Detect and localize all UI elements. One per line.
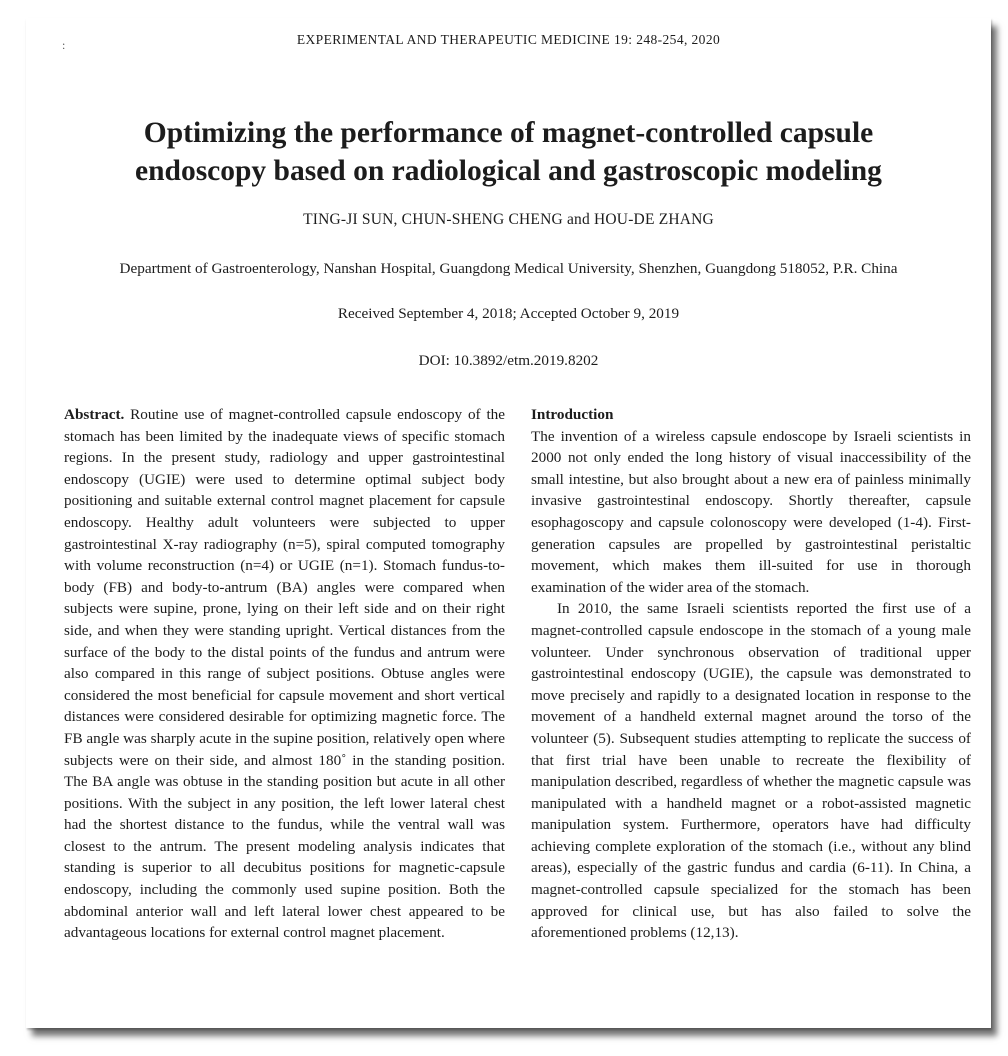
abstract-paragraph <box>64 404 505 944</box>
paper-page <box>26 18 991 1028</box>
received-accepted-dates: Received September 4, 2018; Accepted October 9, 2019 <box>337 305 680 322</box>
doi: DOI: 10.3892/etm.2019.8202 <box>418 352 599 369</box>
introduction-column <box>531 404 971 944</box>
affiliation: Department of Gastroenterology, Nanshan Hospital, Guangdong Medical University, Shenzhen, Guangdong 518052, P.R. China <box>119 260 898 277</box>
introduction-paragraph-2: In 2010, the same Israeli scientists reported the first use of a magnet-controlled capsule endoscope in the stomach of a young male volunteer. Under synchronous observation of traditional upper gastrointestinal endoscopy (UGIE), the capsule was demonstrated to move precisely and rapidly to a designated location in response to the movement of a handheld external magnet around the torso of the volunteer (5). Subsequent studies attempting to replicate the success of that first trial have been unable to recreate the flexibility of manipulation described, regardless of whether the magnetic capsule was manipulated with a handheld magnet or a robot-assisted magnetic manipulation system. Furthermore, operators have had difficulty achieving complete exploration of the stomach (i.e., without any blind areas), especially of the gastric fundus and cardia (6-11). In China, a magnet-controlled capsule specialized for the stomach has been approved for clinical use, but has also failed to solve the aforementioned problems (12,13). <box>531 600 971 942</box>
article-title <box>26 114 991 190</box>
introduction-paragraph-1: The invention of a wireless capsule endoscope by Israeli scientists in 2000 not only ended the long history of visual inaccessibility of the small intestine, but also brought about a new era of painless minimally invasive gastrointestinal endoscopy. Shortly thereafter, capsule esophagoscopy and capsule colonoscopy were developed (1-4). First-generation capsules are propelled by gastrointestinal peristaltic movement, which makes them ill-suited for use in thorough examination of the wider area of the stomach. <box>531 427 971 596</box>
running-head: EXPERIMENTAL AND THERAPEUTIC MEDICINE 19: 248-254, 2020 <box>296 32 721 47</box>
abstract-column <box>64 404 505 944</box>
abstract-label: Abstract. <box>64 406 125 423</box>
abstract-text: Routine use of magnet-controlled capsule endoscopy of the stomach has been limited by the inadequate views of specific stomach regions. In the present study, radiology and upper gastrointestinal endoscopy (UGIE) were used to determine optimal subject body positioning and suitable external control magnet placement for capsule endoscopy. Healthy adult volunteers were subjected to upper gastrointestinal X-ray radiography (n=5), spiral computed tomography with volume reconstruction (n=4) or UGIE (n=1). Stomach fundus-to-body (FB) and body-to-antrum (BA) angles were compared when subjects were supine, prone, lying on their left side and on their right side, and when they were standing upright. Vertical distances from the surface of the body to the distal points of the fundus and antrum were also compared in this range of subject positions. Obtuse angles were considered the most beneficial for capsule movement and short vertical distances were considered desirable for optimizing magnetic force. The FB angle was sharply acute in the supine position, relatively open where subjects were on their side, and almost 180˚ in the standing position. The BA angle was obtuse in the standing position but acute in all other positions. With the subject in any position, the left lower lateral chest had the shortest distance to the fundus, while the ventral wall was closest to the antrum. The present modeling analysis indicates that standing is superior to all decubitus positions for magnetic-capsule endoscopy, including the commonly used supine position. Both the abdominal anterior wall and left lateral lower chest appeared to be advantageous locations for external control magnet placement. <box>64 406 506 942</box>
introduction-heading: Introduction <box>531 406 614 423</box>
title-line-1: Optimizing the performance of magnet-controlled capsule <box>143 117 874 149</box>
title-line-2: endoscopy based on radiological and gastroscopic modeling <box>135 155 882 187</box>
author-list: TING-JI SUN, CHUN-SHENG CHENG and HOU-DE ZHANG <box>303 211 714 228</box>
page-edge-mark: : <box>62 38 66 52</box>
